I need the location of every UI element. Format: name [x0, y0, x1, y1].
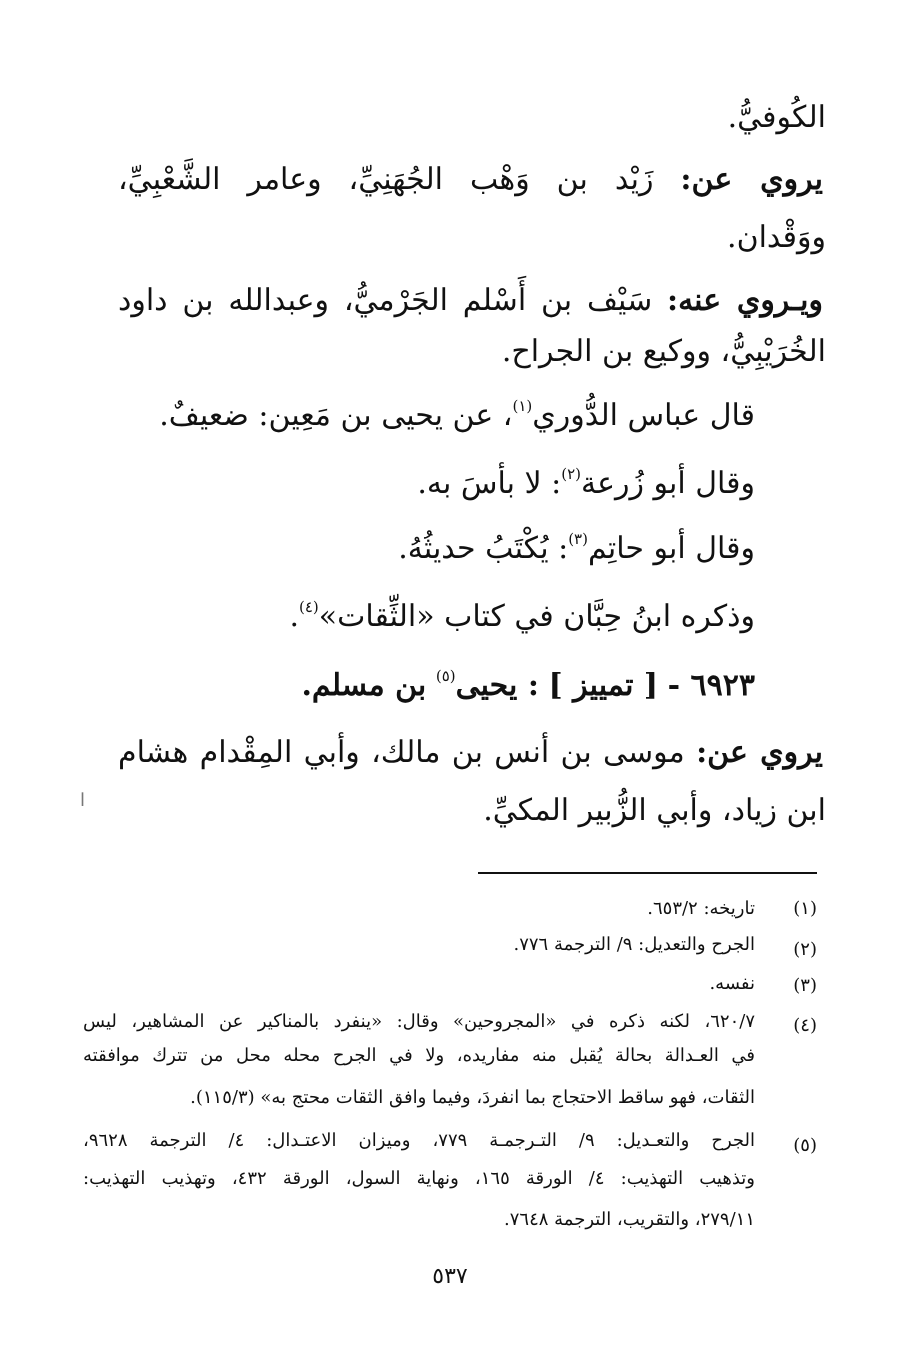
footnote-number-3: (٣): [793, 975, 817, 996]
footnote-number-2: (٢): [793, 939, 817, 960]
footnote-number-1: (١): [793, 898, 817, 919]
text-line-8: وقال أبو حاتِم$^{(٣)}$: يُكْتَبُ حديثُهُ.: [398, 530, 755, 566]
footnote-ref-5: (٥): [435, 667, 456, 685]
text-line-12: ابن زياد، وأبي الزُّبير المكيِّ.: [483, 793, 826, 828]
footnote-4-line-1: ٦٢٠/٧، لكنه ذكره في «المجروحين» وقال: «ينفرد بالمناكير عن المشاهير، ليس: [83, 1011, 755, 1032]
footnote-2: الجرح والتعديل: ٩/ الترجمة ٧٧٦.: [513, 934, 755, 955]
footnote-4-line-3: الثقات، فهو ساقط الاحتجاج بما انفردَ، وفيما وافق الثقات محتج به» (١١٥/٣).: [190, 1087, 755, 1108]
page-number: ٥٣٧: [432, 1264, 468, 1289]
text-line-2: يروي عن: زَيْد بن وَهْب الجُهَنِيِّ، وعامر الشَّعْبِيِّ،: [118, 162, 823, 197]
text-line-5: الخُرَيْبِيُّ، ووكيع بن الجراح.: [501, 334, 826, 369]
footnote-ref-1: (١): [512, 397, 533, 415]
text-line-7: وقال أبو زُرعة$^{(٢)}$: لا بأسَ به.: [417, 465, 755, 501]
footnote-number-4: (٤): [793, 1015, 817, 1036]
text-line-4: ويـروي عنه: سَيْف بن أَسْلم الجَرْميُّ، وعبدالله بن داود: [118, 283, 823, 318]
footnote-5-line-2: وتذهيب التهذيب: ٤/ الورقة ١٦٥، ونهاية السول، الورقة ٤٣٢، وتهذيب التهذيب:: [83, 1168, 756, 1189]
footnote-1: تاريخه: ٦٥٣/٢.: [647, 898, 755, 919]
footnote-number-5: (٥): [793, 1135, 817, 1156]
label-narrates-from: يروي عن:: [680, 162, 823, 197]
entry-heading: ٦٩٢٣ - [ تمييز ] : يحيى$^{(٥)}$ بن مسلم.: [301, 667, 755, 703]
footnote-ref-2: (٢): [561, 465, 582, 483]
footnote-ref-4: (٤): [298, 598, 319, 616]
text-line-1: الكُوفيُّ.: [727, 100, 826, 135]
footnote-4-line-2: في العـدالة بحالة يُقبل منه مفاريده، ولا في الجرح محله محل من تترك موافقته: [83, 1045, 755, 1066]
entry-number: ٦٩٢٣ -: [667, 668, 755, 703]
text-line-11: يروي عن: موسى بن أنس بن مالك، وأبي المِقْدام هشام: [118, 735, 823, 770]
margin-mark: ا: [80, 790, 86, 811]
text-line-6: قال عباس الدُّوري$^{(١)}$، عن يحيى بن مَعِين: ضعيفٌ.: [159, 397, 755, 433]
text-line-9: وذكره ابنُ حِبَّان في كتاب «الثِّقات»$^{(٤)}$.: [289, 598, 755, 634]
footnote-5-line-3: ٢٧٩/١١، والتقريب، الترجمة ٧٦٤٨.: [504, 1209, 755, 1230]
label-narrates-from-2: يروي عن:: [696, 735, 823, 770]
footnote-3: نفسه.: [709, 973, 755, 994]
text-line-3: ووَقْدان.: [727, 220, 826, 255]
label-narrated-by: ويـروي عنه:: [667, 283, 823, 318]
footnote-5-line-1: الجرح والتعـديل: ٩/ التـرجمـة ٧٧٩، وميزان الاعتـدال: ٤/ الترجمة ٩٦٢٨،: [83, 1130, 755, 1151]
entry-tag: [ تمييز ]: [548, 668, 659, 703]
footnote-ref-3: (٣): [568, 530, 588, 548]
footnote-divider: [478, 872, 817, 874]
